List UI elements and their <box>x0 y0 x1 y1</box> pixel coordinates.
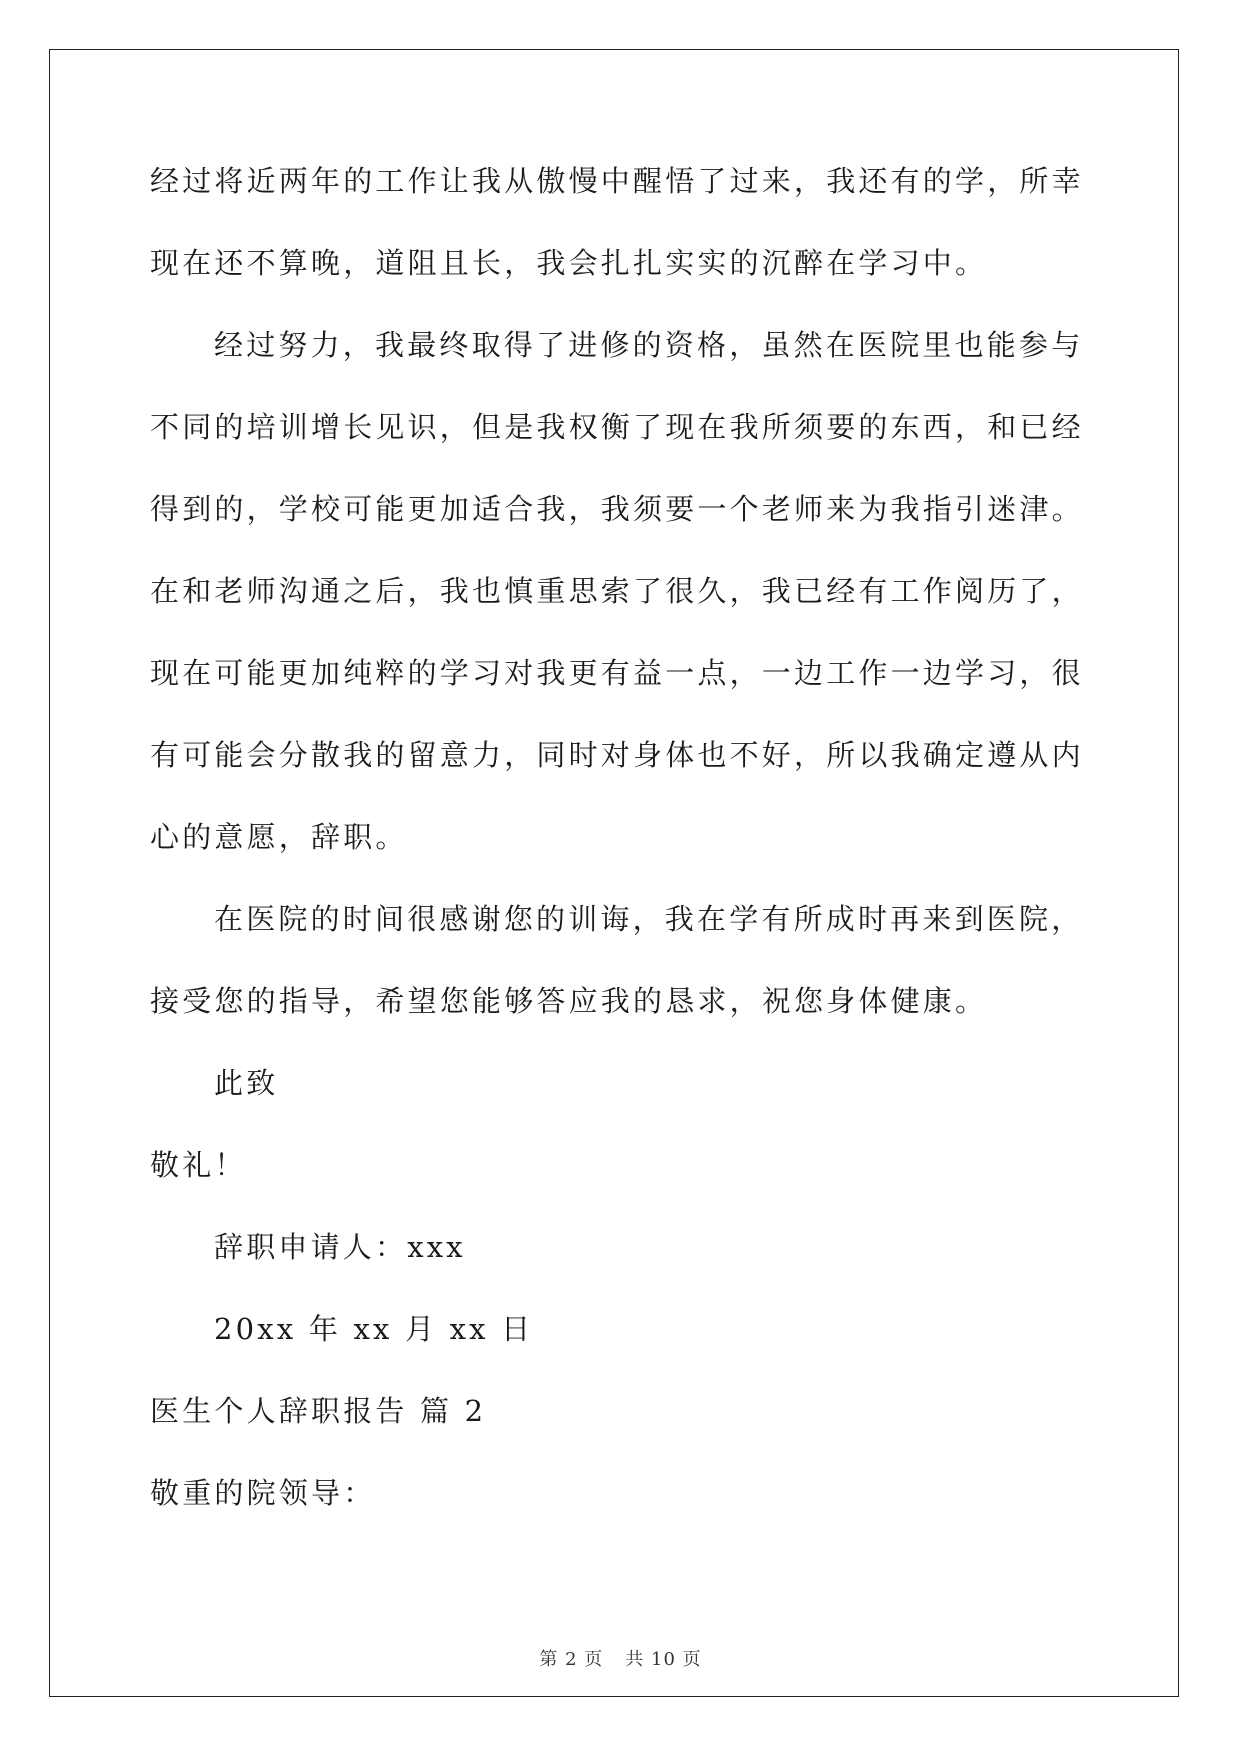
document-body <box>150 140 1090 1534</box>
page-footer <box>0 1645 1241 1671</box>
greeting: 敬重的院领导： <box>150 1476 376 1510</box>
signature-date: 20xx 年 xx 月 xx 日 <box>214 1312 534 1346</box>
closing-salutation: 此致 <box>214 1066 279 1100</box>
paragraph-resignation-reason: 经过努力，我最终取得了进修的资格，虽然在医院里也能参与不同的培训增长见识，但是我权衡了现在我所须要的东西，和已经得到的，学校可能更加适合我，我须要一个老师来为我指引迷津。在和老师沟通之后，我也慎重思索了很久，我已经有工作阅历了，现在可能更加纯粹的学习对我更有益一点，一边工作一边学习，很有可能会分散我的留意力，同时对身体也不好，所以我确定遵从内心的意愿，辞职。 <box>150 328 1084 854</box>
closing-regards: 敬礼！ <box>150 1148 247 1182</box>
signature-applicant: 辞职申请人：xxx <box>214 1230 466 1264</box>
page-number: 第 2 页 <box>539 1649 604 1670</box>
paragraph-thanks: 在医院的时间很感谢您的训诲，我在学有所成时再来到医院，接受您的指导，希望您能够答应我的恳求，祝您身体健康。 <box>150 902 1084 1018</box>
section-heading: 医生个人辞职报告 篇 2 <box>150 1394 487 1428</box>
page-total: 共 10 页 <box>625 1649 702 1670</box>
paragraph-continuation: 经过将近两年的工作让我从傲慢中醒悟了过来，我还有的学，所幸现在还不算晚，道阻且长，我会扎扎实实的沉醉在学习中。 <box>150 164 1084 280</box>
